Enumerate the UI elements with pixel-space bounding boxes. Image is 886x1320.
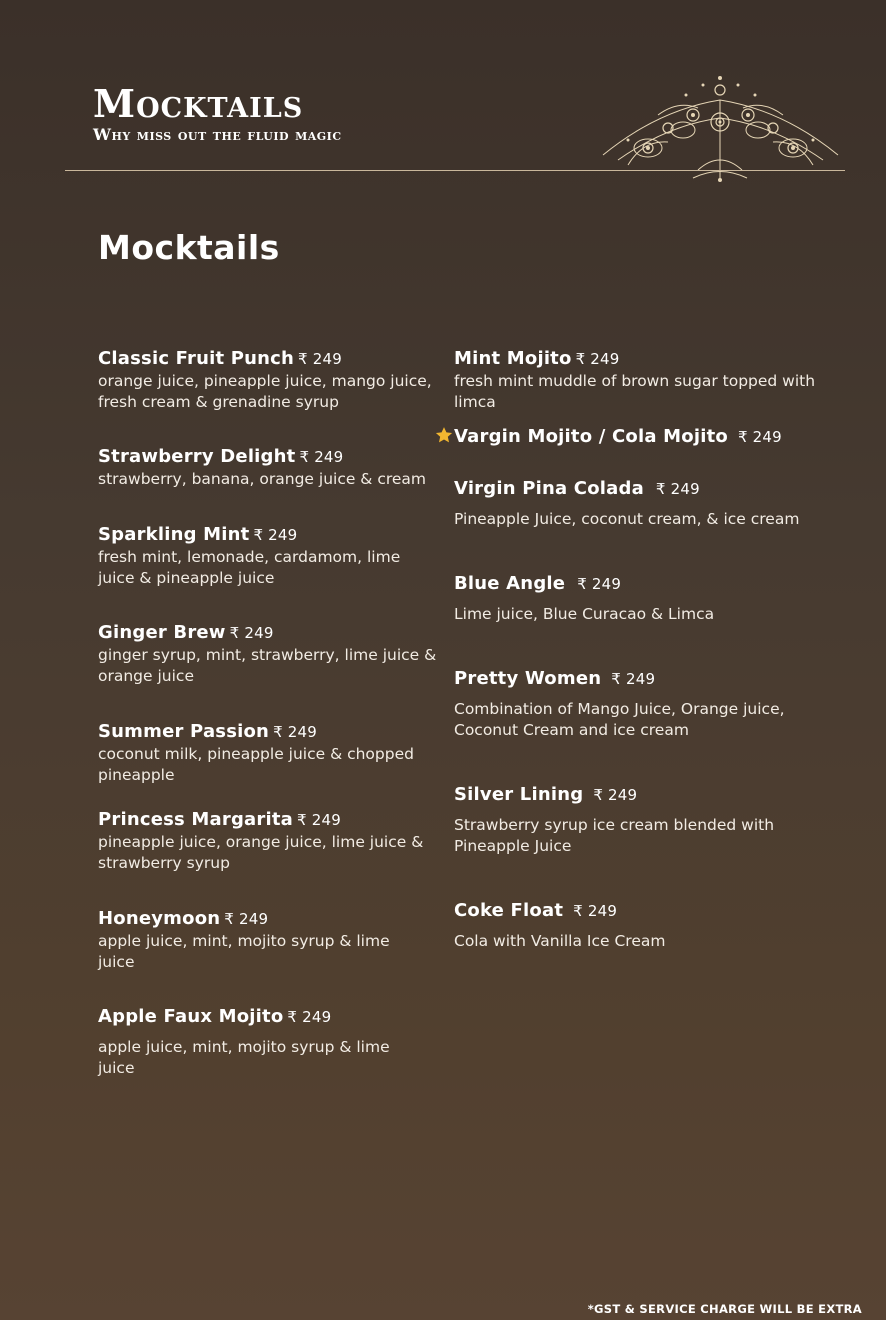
menu-item bbox=[454, 572, 826, 625]
item-name: Virgin Pina Colada bbox=[454, 478, 644, 499]
item-price: 249 bbox=[268, 526, 298, 544]
menu-item-featured bbox=[454, 425, 826, 449]
item-name: Classic Fruit Punch bbox=[98, 348, 295, 369]
item-name: Coke Float bbox=[454, 900, 564, 921]
currency-symbol: ₹ bbox=[298, 350, 308, 368]
currency-symbol: ₹ bbox=[224, 910, 235, 928]
menu-item bbox=[454, 899, 826, 952]
item-price: 249 bbox=[312, 350, 342, 368]
item-description: Lime juice, Blue Curacao & Limca bbox=[454, 605, 715, 623]
menu-item bbox=[98, 808, 438, 874]
currency-symbol: ₹ bbox=[577, 575, 587, 593]
footer-note: *GST & SERVICE CHARGE WILL BE EXTRA bbox=[587, 1302, 862, 1316]
currency-symbol: ₹ bbox=[655, 480, 666, 498]
item-description: Strawberry syrup ice cream blended with Pineapple Juice bbox=[454, 816, 775, 855]
item-name: Mint Mojito bbox=[454, 348, 572, 369]
item-price: 249 bbox=[311, 811, 341, 829]
star-icon bbox=[435, 426, 453, 444]
item-price: 249 bbox=[239, 910, 269, 928]
item-name: Blue Angle bbox=[454, 573, 566, 594]
menu-item bbox=[454, 783, 826, 857]
item-name: Strawberry Delight bbox=[98, 446, 296, 467]
item-name: Honeymoon bbox=[98, 908, 221, 929]
item-price: 249 bbox=[302, 1008, 332, 1026]
menu-item bbox=[454, 477, 826, 530]
currency-symbol: ₹ bbox=[593, 786, 604, 804]
section-title: Mocktails bbox=[98, 228, 280, 267]
item-name: Vargin Mojito / Cola Mojito bbox=[454, 426, 728, 447]
menu-item bbox=[98, 720, 438, 786]
item-name: Sparkling Mint bbox=[98, 524, 250, 545]
item-price: 249 bbox=[625, 670, 656, 688]
item-price: 249 bbox=[608, 786, 638, 804]
menu-item bbox=[98, 621, 438, 687]
currency-symbol: ₹ bbox=[299, 448, 310, 466]
item-description: coconut milk, pineapple juice & chopped pineapple bbox=[98, 745, 414, 784]
item-price: 249 bbox=[587, 902, 618, 920]
item-description: apple juice, mint, mojito syrup & lime juice bbox=[98, 932, 390, 971]
currency-symbol: ₹ bbox=[253, 526, 264, 544]
item-description: Pineapple Juice, coconut cream, & ice cream bbox=[454, 510, 800, 528]
header-subtitle: Why miss out the fluid magic bbox=[93, 125, 342, 144]
item-name: Summer Passion bbox=[98, 721, 270, 742]
item-description: Combination of Mango Juice, Orange juice, Coconut Cream and ice cream bbox=[454, 700, 785, 739]
menu-item bbox=[98, 907, 438, 973]
item-price: 249 bbox=[244, 624, 274, 642]
item-description: strawberry, banana, orange juice & cream bbox=[98, 470, 427, 488]
item-description: Cola with Vanilla Ice Cream bbox=[454, 932, 666, 950]
menu-item bbox=[98, 523, 438, 589]
currency-symbol: ₹ bbox=[573, 902, 583, 920]
currency-symbol: ₹ bbox=[575, 350, 586, 368]
item-price: 249 bbox=[752, 428, 782, 446]
header-divider bbox=[65, 170, 845, 171]
item-description: orange juice, pineapple juice, mango juice, fresh cream & grenadine syrup bbox=[98, 372, 432, 411]
item-name: Ginger Brew bbox=[98, 622, 226, 643]
currency-symbol: ₹ bbox=[611, 670, 621, 688]
item-description: fresh mint muddle of brown sugar topped with limca bbox=[454, 372, 816, 411]
menu-item bbox=[454, 667, 826, 741]
currency-symbol: ₹ bbox=[297, 811, 307, 829]
item-name: Apple Faux Mojito bbox=[98, 1006, 284, 1027]
menu-item bbox=[98, 1005, 438, 1079]
item-name: Pretty Women bbox=[454, 668, 602, 689]
item-name: Princess Margarita bbox=[98, 809, 293, 830]
menu-item bbox=[98, 347, 438, 413]
header-title: Mocktails bbox=[93, 81, 304, 126]
menu-item bbox=[454, 347, 826, 413]
currency-symbol: ₹ bbox=[287, 1008, 298, 1026]
floral-ornament-icon bbox=[598, 70, 843, 185]
item-price: 249 bbox=[591, 575, 622, 593]
menu-item bbox=[98, 445, 438, 490]
currency-symbol: ₹ bbox=[273, 723, 283, 741]
item-description: ginger syrup, mint, strawberry, lime juice & orange juice bbox=[98, 646, 437, 685]
item-description: fresh mint, lemonade, cardamom, lime juice & pineapple juice bbox=[98, 548, 401, 587]
item-description: pineapple juice, orange juice, lime juice & strawberry syrup bbox=[98, 833, 424, 872]
item-name: Silver Lining bbox=[454, 784, 584, 805]
item-price: 249 bbox=[670, 480, 700, 498]
item-description: apple juice, mint, mojito syrup & lime juice bbox=[98, 1038, 390, 1077]
item-price: 249 bbox=[314, 448, 344, 466]
currency-symbol: ₹ bbox=[737, 428, 748, 446]
item-price: 249 bbox=[287, 723, 318, 741]
currency-symbol: ₹ bbox=[229, 624, 240, 642]
item-price: 249 bbox=[590, 350, 620, 368]
